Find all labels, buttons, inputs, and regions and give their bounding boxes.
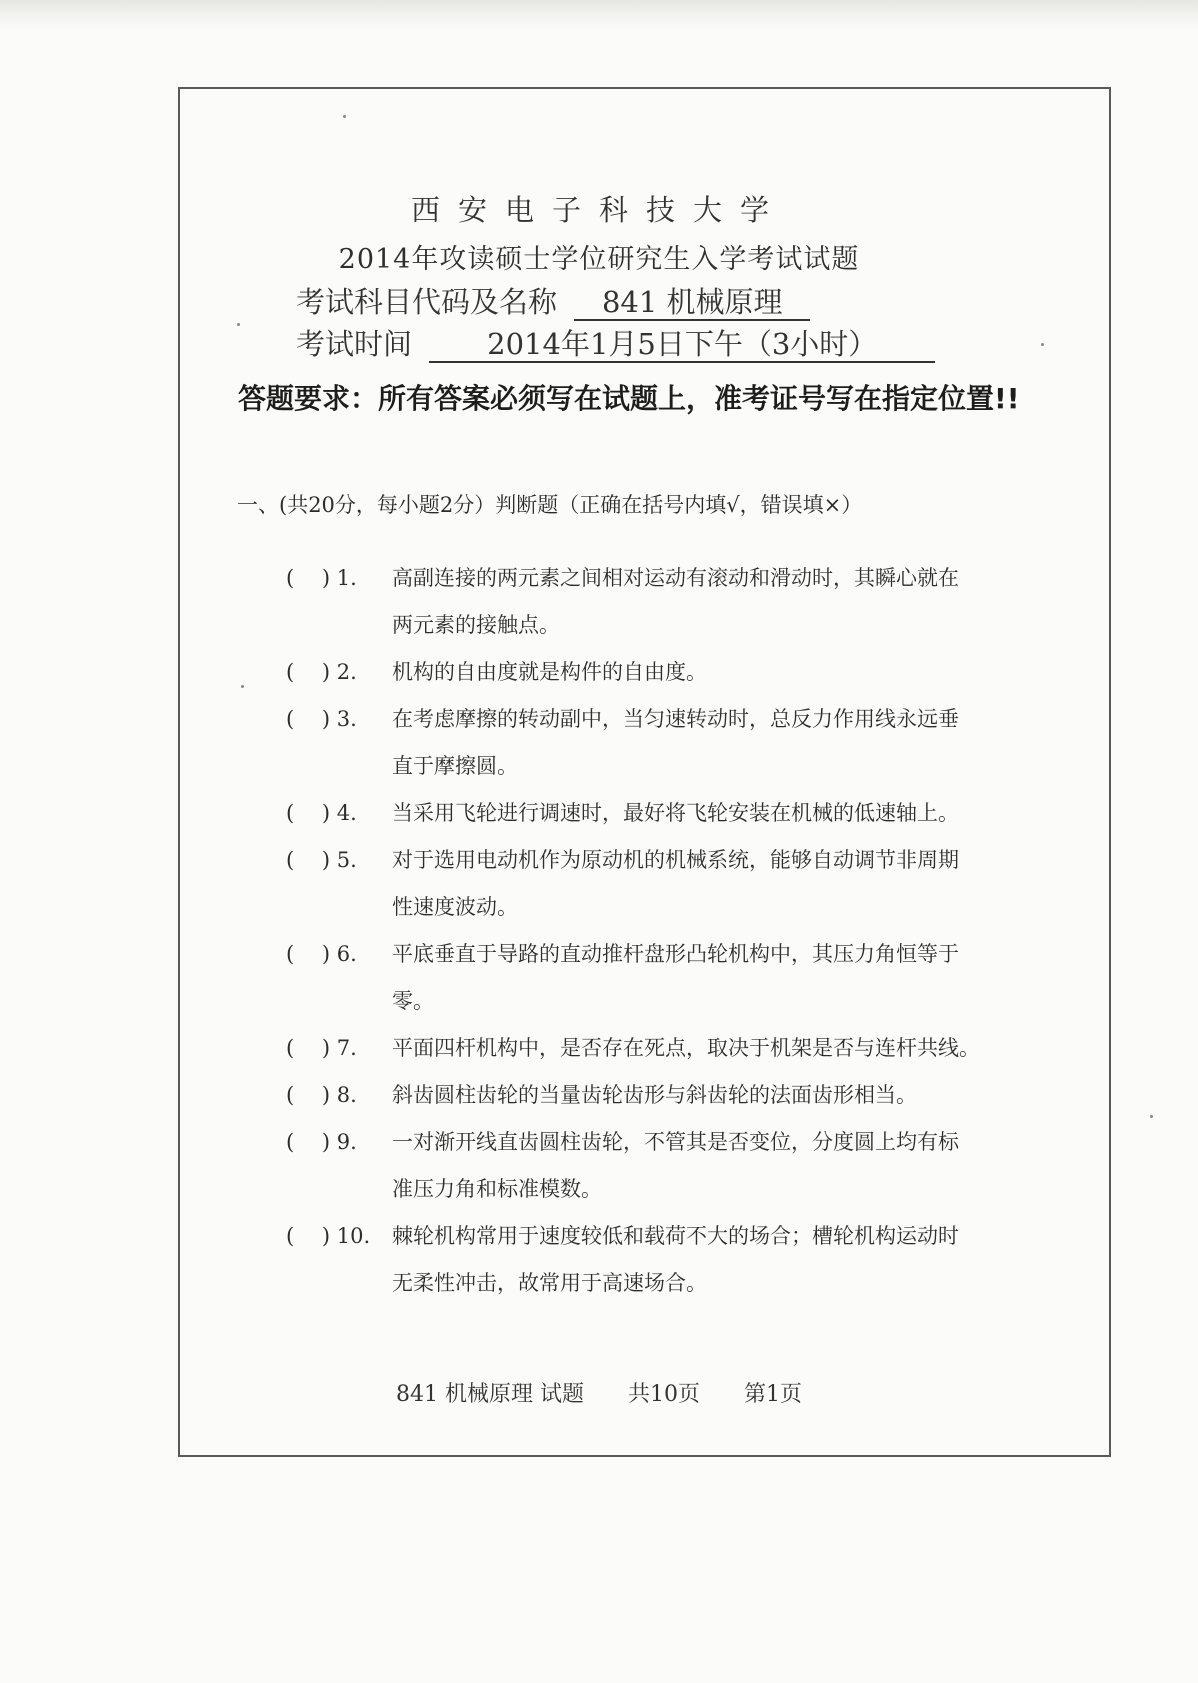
question-number: ( ) 8. xyxy=(286,1083,357,1107)
question-item xyxy=(286,1025,1056,1072)
subject-value: 841 机械原理 xyxy=(574,285,810,321)
question-text: 平面四杆机构中，是否存在死点，取决于机架是否与连杆共线。 xyxy=(392,1036,980,1060)
question-item xyxy=(286,1072,1056,1119)
question-text: 斜齿圆柱齿轮的当量齿轮齿形与斜齿轮的法面齿形相当。 xyxy=(392,1083,917,1107)
scan-speck xyxy=(241,685,244,688)
subject-row xyxy=(296,280,810,321)
question-text: 当采用飞轮进行调速时，最好将飞轮安装在机械的低速轴上。 xyxy=(392,801,959,825)
question-text: 对于选用电动机作为原动机的机械系统，能够自动调节非周期 xyxy=(392,848,959,872)
question-item xyxy=(286,1119,1056,1213)
question-text: 一对渐开线直齿圆柱齿轮，不管其是否变位，分度圆上均有标 xyxy=(392,1130,959,1154)
question-continuation: 准压力角和标准模数。 xyxy=(392,1177,602,1201)
exam-title: 2014年攻读硕士学位研究生入学考试试题 xyxy=(338,244,860,275)
question-number: ( ) 10. xyxy=(286,1224,371,1248)
scan-speck xyxy=(237,323,240,326)
question-number: ( ) 5. xyxy=(286,848,357,872)
page-footer: 841 机械原理 试题 共10页 第1页 xyxy=(396,1382,802,1407)
section-heading: 一、(共20分，每小题2分）判断题（正确在括号内填√，错误填×） xyxy=(237,493,863,517)
question-continuation: 直于摩擦圆。 xyxy=(392,754,518,778)
question-item xyxy=(286,837,1056,931)
scan-speck xyxy=(1041,343,1044,346)
question-item xyxy=(286,649,1056,696)
question-item xyxy=(286,1213,1056,1307)
question-item xyxy=(286,555,1056,649)
question-text: 平底垂直于导路的直动推杆盘形凸轮机构中，其压力角恒等于 xyxy=(392,942,959,966)
question-continuation: 零。 xyxy=(392,989,434,1013)
question-number: ( ) 6. xyxy=(286,942,357,966)
time-value: 2014年1月5日下午（3小时） xyxy=(429,327,935,363)
question-continuation: 两元素的接触点。 xyxy=(392,613,560,637)
time-row xyxy=(296,322,935,363)
university-name: 西安电子科技大学 xyxy=(410,193,787,227)
question-text: 机构的自由度就是构件的自由度。 xyxy=(392,660,707,684)
question-continuation: 性速度波动。 xyxy=(392,895,518,919)
question-text: 棘轮机构常用于速度较低和载荷不大的场合；槽轮机构运动时 xyxy=(392,1224,959,1248)
answer-instructions: 答题要求：所有答案必须写在试题上，准考证号写在指定位置!! xyxy=(238,382,1020,415)
question-continuation: 无柔性冲击，故常用于高速场合。 xyxy=(392,1271,707,1295)
scan-edge-shading xyxy=(0,0,1198,30)
question-number: ( ) 3. xyxy=(286,707,357,731)
question-text: 在考虑摩擦的转动副中，当匀速转动时，总反力作用线永远垂 xyxy=(392,707,959,731)
question-number: ( ) 7. xyxy=(286,1036,357,1060)
question-item xyxy=(286,931,1056,1025)
question-item xyxy=(286,696,1056,790)
question-number: ( ) 1. xyxy=(286,566,357,590)
question-item xyxy=(286,790,1056,837)
question-number: ( ) 9. xyxy=(286,1130,357,1154)
scan-speck xyxy=(343,115,346,118)
question-list xyxy=(286,555,1056,1307)
question-number: ( ) 4. xyxy=(286,801,357,825)
subject-label: 考试科目代码及名称 xyxy=(296,285,558,319)
scan-speck xyxy=(1150,1115,1153,1118)
question-text: 高副连接的两元素之间相对运动有滚动和滑动时，其瞬心就在 xyxy=(392,566,959,590)
time-label: 考试时间 xyxy=(296,327,413,361)
question-number: ( ) 2. xyxy=(286,660,357,684)
